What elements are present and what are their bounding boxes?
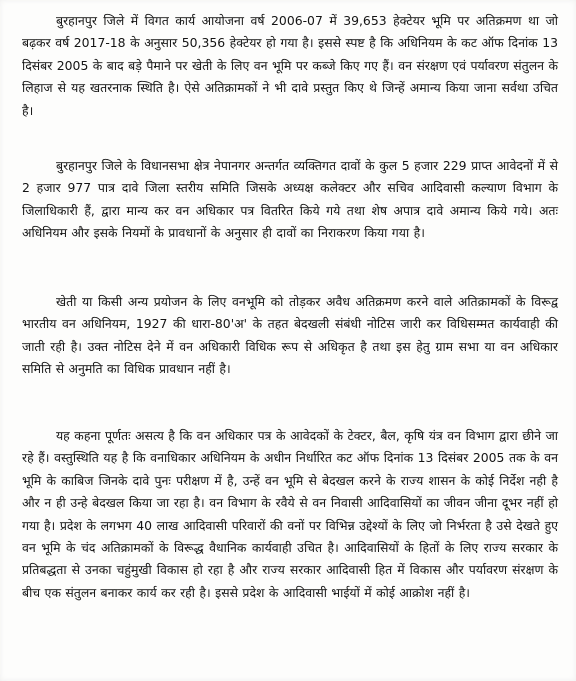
paragraph-tribal-welfare: यह कहना पूर्णतः असत्य है कि वन अधिकार पत्र के आवेदकों के टेक्टर, बैल, कृषि यंत्र वन विभाग द्वारा छीने जा रहे हैं। वस्तुस्थिति यह है कि वनाधिकार अधिनियम के अधीन निर्धारित कट ऑफ दिनांक 13 दिसंबर 2005 तक के वन भूमि के काबिज जिनके दावे पुनः परीक्षण में है, उन्हें वन भूमि से बेदखल करने के राज्य शासन के कोई निर्देश नही है और न ही उन्हे बेदखल किया जा रहा है। वन विभाग के रवैये से वन निवासी आदिवासियों का जीवन जीना दूभर नहीं हो गया है। प्रदेश के लगभग 40 लाख आदिवासी परिवारों की वनों पर विभिन्न उद्देश्यों के लिए जो निर्भरता है उसे देखते हुए वन भूमि के चंद अतिक्रामकों के विरूद्ध वैधानिक कार्यवाही उचित है। आदिवासियों के हितों के लिए राज्य सरकार के प्रतिबद्धता से उनका चहुंमुखी विकास हो रहा है और राज्य सरकार आदिवासी हित में विकास और पर्यावरण संरक्षण के बीच एक संतुलन बनाकर कार्य कर रही है। इससे प्रदेश के आदिवासी भाईयों में कोई आक्रोश नहीं है। [22, 428, 558, 600]
paragraph-claims-disposal: बुरहानपुर जिले के विधानसभा क्षेत्र नेपानगर अन्तर्गत व्यक्तिगत दावों के कुल 5 हजार 229 प्राप्त आवेदनों में से 2 हजार 977 पात्र दावे जिला स्तरीय समिति जिसके अध्यक्ष कलेक्टर और सचिव आदिवासी कल्याण विभाग के जिलाधिकारी हैं, द्वारा मान्य कर वन अधिकार पत्र वितरित किये गये तथा शेष अपात्र दावे अमान्य किये गये। अतः अधिनियम और इसके नियमों के प्रावधानों के अनुसार ही दावों का निराकरण किया गया है। [22, 158, 558, 241]
paragraph-encroachment-statistics: बुरहानपुर जिले में विगत कार्य आयोजना वर्ष 2006-07 में 39,653 हेक्टेयर भूमि पर अतिक्रमण था जो बढ़कर वर्ष 2017-18 के अनुसार 50,356 हेक्टेयर हो गया है। इससे स्पष्ट है कि अधिनियम के कट ऑफ दिनांक 13 दिसंबर 2005 के बाद बड़े पैमाने पर खेती के लिए वन भूमि पर कब्जे किए गए हैं। वन संरक्षण एवं पर्यावरण संतुलन के लिहाज से यह खतरनाक स्थिति है। ऐसे अतिक्रामकों ने भी दावे प्रस्तुत किए थे जिन्हें अमान्य किया जाना सर्वथा उचित है। [22, 13, 558, 118]
paragraph-eviction-notice: खेती या किसी अन्य प्रयोजन के लिए वनभूमि को तोड़कर अवैध अतिक्रमण करने वाले अतिक्रामकों के विरूद्व भारतीय वन अधिनियम, 1927 की धारा-80'अ' के तहत बेदखली संबंधी नोटिस जारी कर विधिसम्मत कार्यवाही की जाती रही है। उक्त नोटिस देने में वन अधिकारी विधिक रूप से अधिकृत है तथा इस हेतु ग्राम सभा या वन अधिकार समिति से अनुमति का विधिक प्रावधान नहीं है। [22, 294, 558, 377]
